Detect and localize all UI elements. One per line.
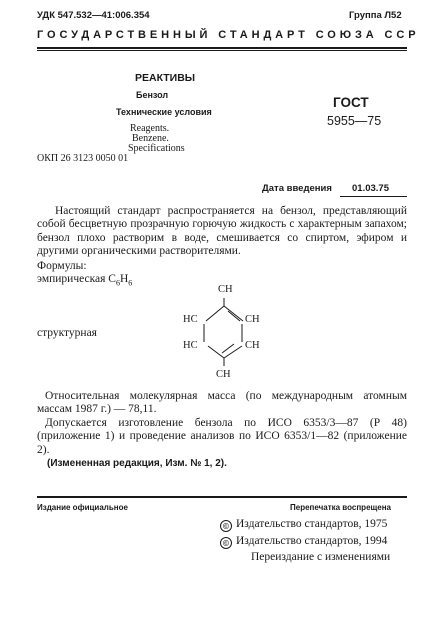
title-spec: Технические условия <box>116 107 212 117</box>
title-name: РЕАКТИВЫ <box>135 72 196 84</box>
structure-top-ch: CH <box>218 284 233 295</box>
amendment-note: (Измененная редакция, Изм. № 1, 2). <box>47 458 227 469</box>
title-english-line: Specifications <box>128 143 185 154</box>
structure-left-upper-hc: HC <box>183 314 198 325</box>
bond-lower-left <box>208 346 224 358</box>
structural-label: структурная <box>37 327 97 339</box>
okp-code: ОКП 26 3123 0050 01 <box>37 153 129 164</box>
empirical-label: эмпирическая <box>37 273 106 285</box>
title-english-line: Benzene. <box>132 133 169 144</box>
copyright-1975-text: Издательство стандартов, 1975 <box>236 518 388 530</box>
reprint-notice: Перепечатка воспрещена <box>290 503 391 512</box>
udk-code: УДК 547.532—41:006.354 <box>37 10 150 21</box>
footer-rule <box>37 496 407 498</box>
paragraph-molar-mass: Относительная молекулярная масса (по международным атомным массам 1987 г.) — 78,11. <box>37 390 407 416</box>
empirical-c: C <box>108 273 116 285</box>
bond-upper-left <box>206 306 224 321</box>
empirical-h-subscript: 6 <box>128 278 133 288</box>
empirical-h: H <box>119 273 129 285</box>
intro-date-value: 01.03.75 <box>352 183 389 194</box>
title-english-line: Reagents. <box>130 123 170 134</box>
bond-lower-double <box>222 344 234 353</box>
gost-label: ГОСТ <box>333 95 369 110</box>
empirical-c-subscript: 6 <box>115 278 120 288</box>
copyright-1975 <box>220 518 387 532</box>
bond-upper-right <box>224 306 243 321</box>
paragraph-iso: Допускается изготовление бензола по ИСО 6353/3—87 (Р 48) (приложение 1) и проведение анализов по ИСО 6353/1—82 (приложение 2). <box>37 417 407 456</box>
structure-right-upper-ch: CH <box>245 314 260 325</box>
standard-title: ГОСУДАРСТВЕННЫЙ СТАНДАРТ СОЮЗА ССР <box>37 29 420 41</box>
structure-bottom-ch: CH <box>216 369 231 380</box>
copyright-icon: © <box>220 537 232 549</box>
gost-number: 5955—75 <box>327 114 382 128</box>
reissue-note: Переиздание с изменениями <box>251 551 391 563</box>
copyright-1994 <box>220 535 387 549</box>
copyright-icon: © <box>220 520 232 532</box>
structure-right-lower-ch: CH <box>245 340 260 351</box>
structure-left-lower-hc: HC <box>183 340 198 351</box>
bond-upper-right-double <box>228 311 240 321</box>
bond-lower-right <box>224 346 242 358</box>
title-subject: Бензол <box>136 90 169 100</box>
group-code: Группа Л52 <box>349 10 402 21</box>
formulas-label: Формулы: <box>37 260 87 272</box>
copyright-1994-text: Издательство стандартов, 1994 <box>236 535 388 547</box>
paragraph-scope: Настоящий стандарт распространяется на бензол, представляющий собой бесцветную прозрачную горючую жидкость с характерным запахом; бензол плохо растворим в воде, смешивается со спиртом, эфиром и другими органическими растворителями. <box>37 205 407 257</box>
official-edition: Издание официальное <box>37 503 128 512</box>
intro-date-label: Дата введения <box>262 183 332 194</box>
